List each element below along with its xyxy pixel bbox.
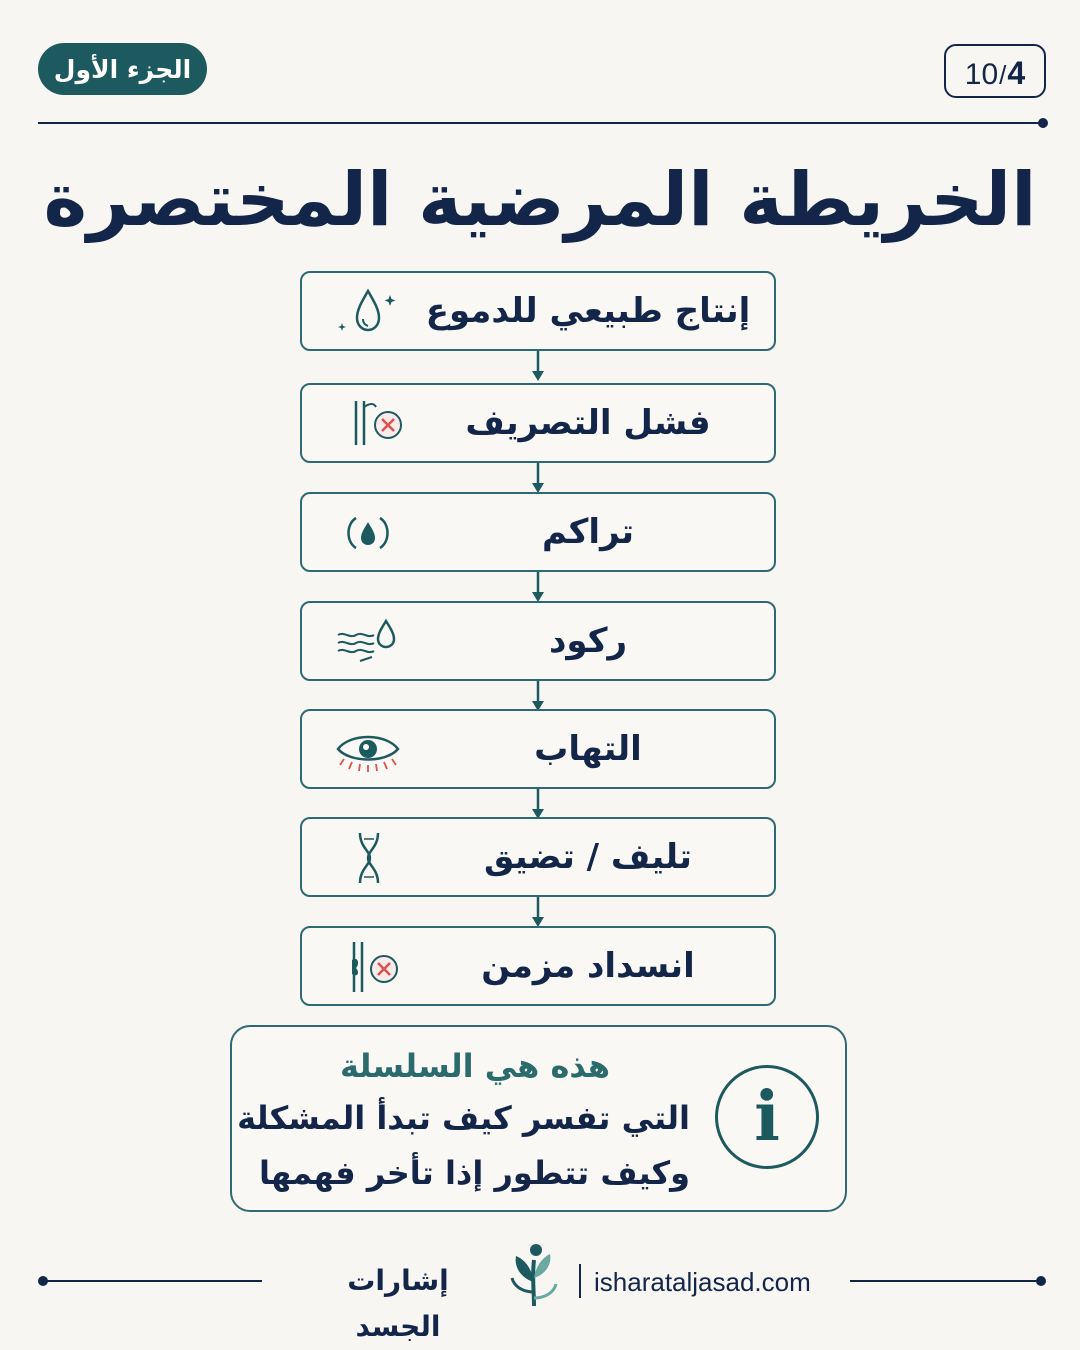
header-divider-dot	[1038, 118, 1048, 128]
page-counter	[944, 44, 1046, 98]
body-signals-logo-icon	[506, 1242, 562, 1312]
summary-line-1: التي تفسر كيف تبدأ المشكلة	[237, 1099, 690, 1137]
sparkling-tear-drop-icon	[330, 281, 406, 343]
part-badge: الجزء الأول	[38, 43, 207, 95]
summary-text	[237, 1041, 690, 1201]
footer-divider-left	[42, 1280, 262, 1282]
flow-arrow-icon	[530, 463, 546, 495]
flow-step-drainage-failure	[300, 383, 776, 463]
flow-arrow-icon	[530, 351, 546, 383]
summary-callout	[230, 1025, 847, 1212]
flow-step-label: تراكم	[542, 512, 635, 552]
drop-in-circle-icon	[330, 502, 406, 564]
inflamed-eye-icon	[330, 719, 406, 781]
page-title: الخريطة المرضية المختصرة	[43, 157, 1037, 243]
flow-step-label: ركود	[548, 621, 628, 661]
narrowing-duct-icon	[330, 827, 406, 889]
page-total: 10	[964, 58, 999, 91]
flow-step-stagnation	[300, 601, 776, 681]
info-icon: i	[715, 1065, 819, 1169]
blocked-duct-icon	[330, 393, 406, 455]
flow-step-label: تليف / تضيق	[484, 837, 692, 877]
flow-step-label: إنتاج طبيعي للدموع	[425, 291, 751, 331]
summary-heading: هذه هي السلسلة	[339, 1047, 611, 1085]
flow-arrow-icon	[530, 572, 546, 604]
flow-step-accumulation	[300, 492, 776, 572]
footer-separator	[579, 1264, 581, 1298]
header-divider	[38, 122, 1040, 124]
chronic-blockage-icon	[330, 936, 406, 998]
flow-step-tear-production	[300, 271, 776, 351]
page-current: 4	[1007, 55, 1026, 91]
flow-arrow-icon	[530, 897, 546, 929]
stagnant-water-drop-icon	[330, 611, 406, 673]
flow-step-chronic-obstruction	[300, 926, 776, 1006]
brand-name: إشارات الجسد	[347, 1264, 449, 1343]
footer-divider-dot-right	[1036, 1276, 1046, 1286]
website-link[interactable]: isharataljasad.com	[594, 1267, 811, 1297]
flow-step-inflammation	[300, 709, 776, 789]
footer-divider-right	[850, 1280, 1038, 1282]
page-separator: /	[999, 60, 1007, 90]
flow-step-label: التهاب	[534, 729, 642, 769]
flow-step-label: فشل التصريف	[465, 403, 711, 443]
flow-step-label: انسداد مزمن	[481, 946, 695, 986]
flow-step-fibrosis-stenosis	[300, 817, 776, 897]
summary-line-2: وكيف تتطور إذا تأخر فهمها	[259, 1154, 690, 1192]
